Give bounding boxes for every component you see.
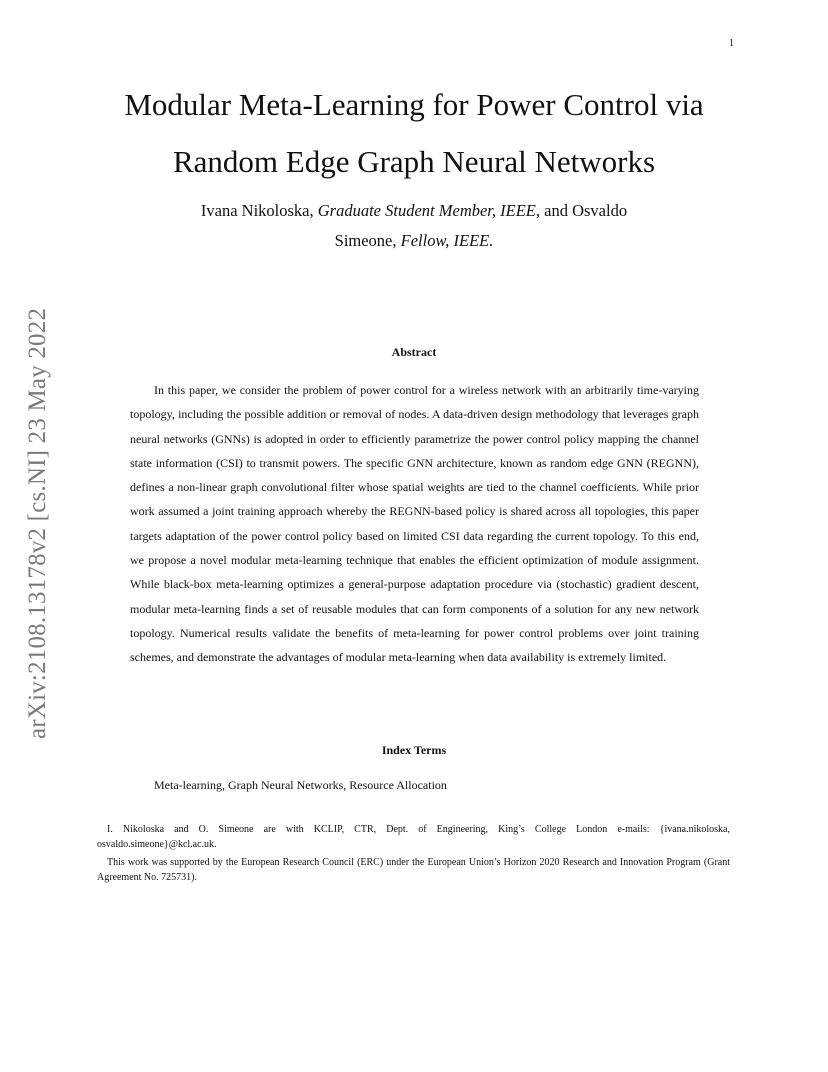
footnotes <box>97 823 730 889</box>
author-line-1 <box>100 196 728 226</box>
page-number: 1 <box>729 38 734 49</box>
abstract-text: In this paper, we consider the problem of power control for a wireless network with an arbitrarily time-varying topology, including the possible addition or removal of nodes. A data-driven design methodology that leverages graph neural networks (GNNs) is adopted in order to efficiently parametrize the power control policy mapping the channel state information (CSI) to transmit powers. The specific GNN architecture, known as random edge GNN (REGNN), defines a non-linear graph convolutional filter whose spatial weights are tied to the channel coefficients. While prior work assumed a joint training approach whereby the REGNN-based policy is shared across all topologies, this paper targets adaptation of the power control policy based on limited CSI data regarding the current topology. To this end, we propose a novel modular meta-learning technique that enables the efficient optimization of module assignment. While black-box meta-learning optimizes a general-purpose adaptation procedure via (stochastic) gradient descent, modular meta-learning finds a set of reusable modules that can form components of a solution for any new network topology. Numerical results validate the benefits of meta-learning for power control problems over joint training schemes, and demonstrate the advantages of modular meta-learning when data availability is extremely limited. <box>130 383 699 665</box>
title-line-1: Modular Meta-Learning for Power Control via <box>124 87 704 122</box>
footnote-funding: This work was supported by the European Research Council (ERC) under the European Union’s Horizon 2020 Research and Innovation Program (Grant Agreement No. 725731). <box>97 857 730 883</box>
author-2-name: Simeone, <box>334 231 401 250</box>
author-2-role: Fellow, IEEE. <box>400 231 494 250</box>
author-1-role: Graduate Student Member, IEEE, <box>317 201 541 220</box>
arxiv-identifier: arXiv:2108.13178v2 [cs.NI] 23 May 2022 <box>24 307 51 739</box>
author-line-2 <box>100 226 728 256</box>
paper-title <box>80 76 748 190</box>
index-terms-heading: Index Terms <box>381 743 447 757</box>
title-line-2: Random Edge Graph Neural Networks <box>172 144 656 179</box>
abstract-heading: Abstract <box>391 345 437 359</box>
footnote-affiliation: I. Nikoloska and O. Simeone are with KCLIP, CTR, Dept. of Engineering, King’s College London e-mails: {ivana.nikoloska, osvaldo.simeone}@kcl.ac.uk. <box>97 824 730 850</box>
index-terms-text: Meta-learning, Graph Neural Networks, Resource Allocation <box>154 778 447 792</box>
author-connector: and Osvaldo <box>540 201 628 220</box>
author-block <box>100 196 728 256</box>
author-1-name: Ivana Nikoloska, <box>200 201 318 220</box>
